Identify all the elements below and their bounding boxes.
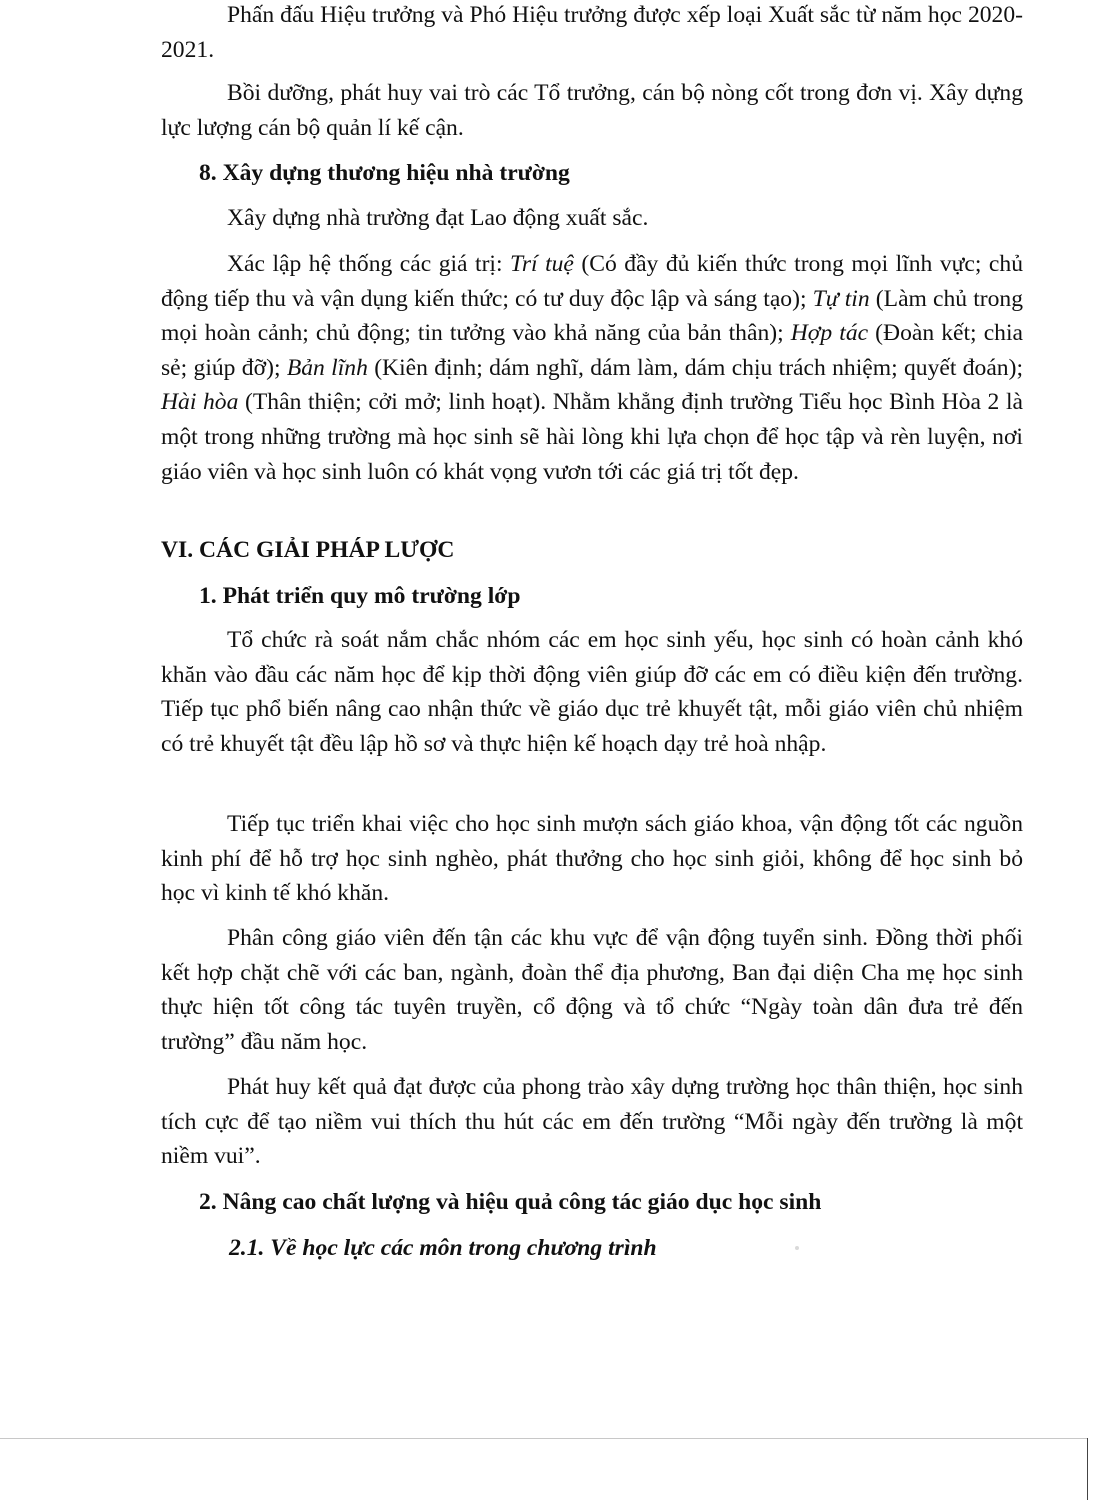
scan-speck xyxy=(795,1246,799,1250)
paragraph-scale-enrolment: Phân công giáo viên đến tận các khu vực để vận động tuyển sinh. Đồng thời phối kết hợp chặt chẽ với các ban, ngành, đoàn thể địa phương, Ban đại diện Cha mẹ học sinh thực hiện tốt công tác tuyên truyền, cổ động và tổ chức “Ngày toàn dân đưa trẻ đến trường” đầu năm học. xyxy=(161,925,1023,1055)
paragraph-scale-students: Tổ chức rà soát nắm chắc nhóm các em học sinh yếu, học sinh có hoàn cảnh khó khăn vào đầu các năm học để kịp thời động viên giúp đỡ các em có điều kiện đến trường. Tiếp tục phổ biến nâng cao nhận thức về giáo dục trẻ khuyết tật, mỗi giáo viên chủ nhiệm có trẻ khuyết tật đều lập hồ sơ và thực hiện kế hoạch dạy trẻ hoà nhập. xyxy=(161,627,1023,757)
paragraph-scale-friendly-school: Phát huy kết quả đạt được của phong trào xây dựng trường học thân thiện, học sinh tích cực để tạo niềm vui thích thu hút các em đến trường “Mỗi ngày đến trường là một niềm vui”. xyxy=(161,1074,1023,1170)
values-text-2: (Có đầy đủ kiến thức trong mọi lĩnh vực; chủ động tiếp thu và vận dụng kiến thức; có tư duy độc lập và sáng tạo); xyxy=(161,251,1023,312)
heading-solutions: VI. CÁC GIẢI PHÁP LƯỢC xyxy=(161,537,455,563)
paragraph-values xyxy=(161,247,1023,489)
paragraph-brand-goal: Xây dựng nhà trường đạt Lao động xuất sắc. xyxy=(227,205,649,231)
values-text-1: Xác lập hệ thống các giá trị: xyxy=(227,251,511,277)
paragraph-leadership-training: Bồi dưỡng, phát huy vai trò các Tổ trưởng, cán bộ nòng cốt trong đơn vị. Xây dựng lực lượng cán bộ quản lí kế cận. xyxy=(161,80,1023,141)
paragraph-scale-textbooks: Tiếp tục triển khai việc cho học sinh mượn sách giáo khoa, vận động tốt các nguồn kinh phí để hỗ trợ học sinh nghèo, phát thưởng cho học sinh giỏi, không để học sinh bỏ học vì kinh tế khó khăn. xyxy=(161,811,1023,907)
values-text-5: (Kiên định; dám nghĩ, dám làm, dám chịu trách nhiệm; quyết đoán); xyxy=(367,354,1023,381)
values-text-3: (Làm chủ trong mọi hoàn cảnh; chủ động; tin tưởng vào khả năng của bản thân); xyxy=(161,285,1024,347)
value-ban-linh: Bản lĩnh xyxy=(286,354,368,381)
value-tri-tue: Trí tuệ xyxy=(510,251,574,277)
heading-brand: 8. Xây dựng thương hiệu nhà trường xyxy=(199,160,570,186)
values-text-4: (Đoàn kết; chia sẻ; giúp đỡ); xyxy=(161,320,1023,381)
paragraph-leadership-rating: Phấn đấu Hiệu trưởng và Phó Hiệu trưởng được xếp loại Xuất sắc từ năm học 2020-2021. xyxy=(161,2,1023,63)
value-hop-tac: Hợp tác xyxy=(790,320,869,347)
heading-academic-subjects: 2.1. Về học lực các môn trong chương trình xyxy=(229,1235,657,1261)
heading-school-scale: 1. Phát triển quy mô trường lớp xyxy=(199,583,521,609)
heading-education-quality: 2. Nâng cao chất lượng và hiệu quả công tác giáo dục học sinh xyxy=(199,1189,822,1215)
value-tu-tin: Tự tin xyxy=(812,285,870,312)
value-hai-hoa: Hài hòa xyxy=(161,389,239,416)
values-text-6: (Thân thiện; cởi mở; linh hoạt). Nhằm khẳng định trường Tiểu học Bình Hòa 2 là một trong những trường mà học sinh sẽ hài lòng khi lựa chọn để học tập và rèn luyện, nơi giáo viên và học sinh luôn có khát vọng vươn tới các giá trị tốt đẹp. xyxy=(161,389,1023,485)
page-corner-edge xyxy=(1087,1438,1088,1500)
page-bottom-edge xyxy=(0,1438,1088,1439)
